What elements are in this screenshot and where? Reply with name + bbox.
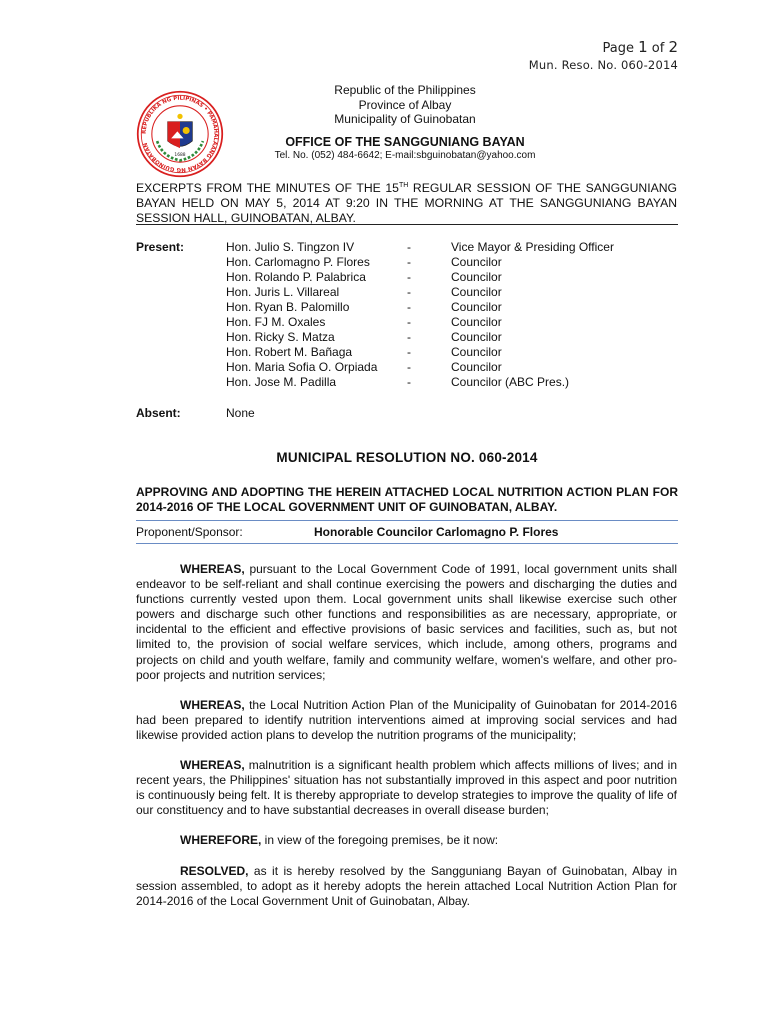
paragraph-text: malnutrition is a significant health problem which affects millions of lives; and in recent years, the Philippines' situation has not substantially improved in this aspect and poor nutrition is continuously being felt. It is thereby appropriate to develop strategies to improve the quality of life of our constituency and to have substantial decreases in overall disease burden; — [136, 758, 677, 818]
member-name: Hon. Carlomagno P. Flores — [226, 255, 370, 269]
member-name: Hon. Ryan B. Palomillo — [226, 300, 350, 314]
member-role: Councilor — [451, 315, 502, 329]
reso-number: Mun. Reso. No. 060-2014 — [528, 58, 678, 72]
paragraph-lead: RESOLVED, — [180, 863, 249, 878]
member-role: Councilor — [451, 270, 502, 284]
minutes-excerpt — [136, 178, 677, 226]
member-dash: - — [407, 240, 411, 254]
paragraph-text: the Local Nutrition Action Plan of the Municipality of Guinobatan for 2014-2016 had been prepared to identify nutrition interventions aimed at improving social services and had likewise provided action plans to develop the nutrition programs of the municipality; — [136, 697, 677, 742]
resolution-paragraph — [136, 758, 677, 818]
member-name: Hon. Maria Sofia O. Orpiada — [226, 360, 378, 374]
page-prefix: Page — [602, 41, 634, 56]
member-dash: - — [407, 270, 411, 284]
paragraph-lead: WHEREAS, — [180, 562, 245, 576]
divider — [136, 520, 678, 521]
resolution-body — [136, 562, 677, 924]
member-role: Councilor — [451, 255, 502, 269]
member-dash: - — [407, 375, 411, 389]
paragraph-text: as it is hereby resolved by the Sangguniang Bayan of Guinobatan, Albay in session assembled, to adopt as it hereby adopts the herein attached Local Nutrition Action Plan for 2014-2016 of the Local Government Unit of Guinobatan, Albay. — [136, 863, 677, 908]
letterhead — [210, 83, 600, 162]
member-role: Councilor — [451, 360, 502, 374]
letterhead-province: Province of Albay — [358, 97, 452, 112]
member-dash: - — [407, 255, 411, 269]
member-dash: - — [407, 360, 411, 374]
paragraph-text: pursuant to the Local Government Code of 1991, local government units shall endeavor to be self-reliant and shall continue exercising the powers and discharging the duties and functions currently vested upon them. Local government units shall likewise exercise such other powers and discharge such other functions and responsibilities as are necessary, appropriate, or incidental to the efficient and effective provisions of basic services and facilities, such as, but not limited to, the provision of social welfare services, which include, among others, programs and projects on child and youth welfare, family and community welfare, women's welfare, and other pro-poor projects and nutrition services; — [136, 562, 677, 682]
member-dash: - — [407, 330, 411, 344]
divider — [136, 224, 678, 225]
member-role: Councilor — [451, 330, 502, 344]
page-total: 2 — [668, 38, 678, 56]
page-number-block — [529, 38, 678, 73]
member-name: Hon. Jose M. Padilla — [226, 375, 337, 389]
member-name: Hon. FJ M. Oxales — [226, 315, 326, 329]
excerpt-text-rest: REGULAR SESSION OF THE SANGGUNIANG BAYAN HELD ON MAY 5, 2014 AT 9:20 IN THE MORNING AT THE SANGGUNIANG BAYAN SESSION HALL, GUINOBATAN, ALBAY. — [136, 181, 677, 226]
page-number — [529, 38, 678, 58]
member-name: Hon. Ricky S. Matza — [226, 330, 335, 344]
sponsor-label: Proponent/Sponsor: — [136, 525, 243, 539]
seal-year: 1688 — [174, 153, 186, 158]
member-role: Councilor — [451, 300, 502, 314]
absent-label: Absent: — [136, 406, 181, 420]
member-dash: - — [407, 300, 411, 314]
member-role: Councilor — [451, 345, 502, 359]
member-role: Councilor (ABC Pres.) — [451, 375, 570, 389]
member-name: Hon. Juris L. Villareal — [226, 285, 340, 299]
present-label: Present: — [136, 240, 185, 254]
paragraph-lead: WHEREFORE, — [180, 833, 262, 848]
letterhead-contact: Tel. No. (052) 484-6642; E-mail:sbguinobatan@yahoo.com — [274, 149, 536, 161]
resolution-paragraph — [136, 833, 677, 848]
resolution-paragraph — [136, 864, 677, 909]
member-dash: - — [407, 285, 411, 299]
member-name: Hon. Rolando P. Palabrica — [226, 270, 366, 284]
member-role: Vice Mayor & Presiding Officer — [451, 240, 614, 254]
member-name: Hon. Julio S. Tingzon IV — [226, 240, 355, 254]
sponsor-row — [136, 525, 559, 540]
resolution-paragraph — [136, 562, 677, 683]
paragraph-text: in view of the foregoing premises, be it now: — [261, 833, 499, 848]
member-dash: - — [407, 345, 411, 359]
member-dash: - — [407, 315, 411, 329]
member-name: Hon. Robert M. Bañaga — [226, 345, 353, 359]
resolution-paragraph — [136, 698, 677, 743]
paragraph-lead: WHEREAS, — [180, 758, 245, 773]
sponsor-name: Honorable Councilor Carlomagno P. Flores — [314, 525, 559, 539]
resolution-title: MUNICIPAL RESOLUTION NO. 060-2014 — [276, 450, 538, 465]
letterhead-country: Republic of the Philippines — [334, 83, 476, 97]
page-of: of — [651, 41, 665, 56]
letterhead-office: OFFICE OF THE SANGGUNIANG BAYAN — [285, 134, 525, 149]
absent-value: None — [226, 406, 255, 420]
page-current: 1 — [638, 38, 648, 56]
member-role: Councilor — [451, 285, 502, 299]
excerpt-text: EXCERPTS FROM THE MINUTES OF THE 15 — [136, 181, 399, 196]
paragraph-lead: WHEREAS, — [180, 697, 245, 712]
letterhead-municipality: Municipality of Guinobatan — [334, 112, 476, 126]
resolution-subject: APPROVING AND ADOPTING THE HEREIN ATTACHED LOCAL NUTRITION ACTION PLAN FOR 2014-2016 OF THE LOCAL GOVERNMENT UNIT OF GUINOBATAN, ALBAY. — [136, 485, 678, 514]
excerpt-superscript: TH — [398, 182, 409, 189]
seal-text: REPUBLIKA NG PILIPINAS • PAMAHALAANG BAYAN NG GUINOBATAN — [141, 95, 219, 173]
divider — [136, 543, 678, 544]
